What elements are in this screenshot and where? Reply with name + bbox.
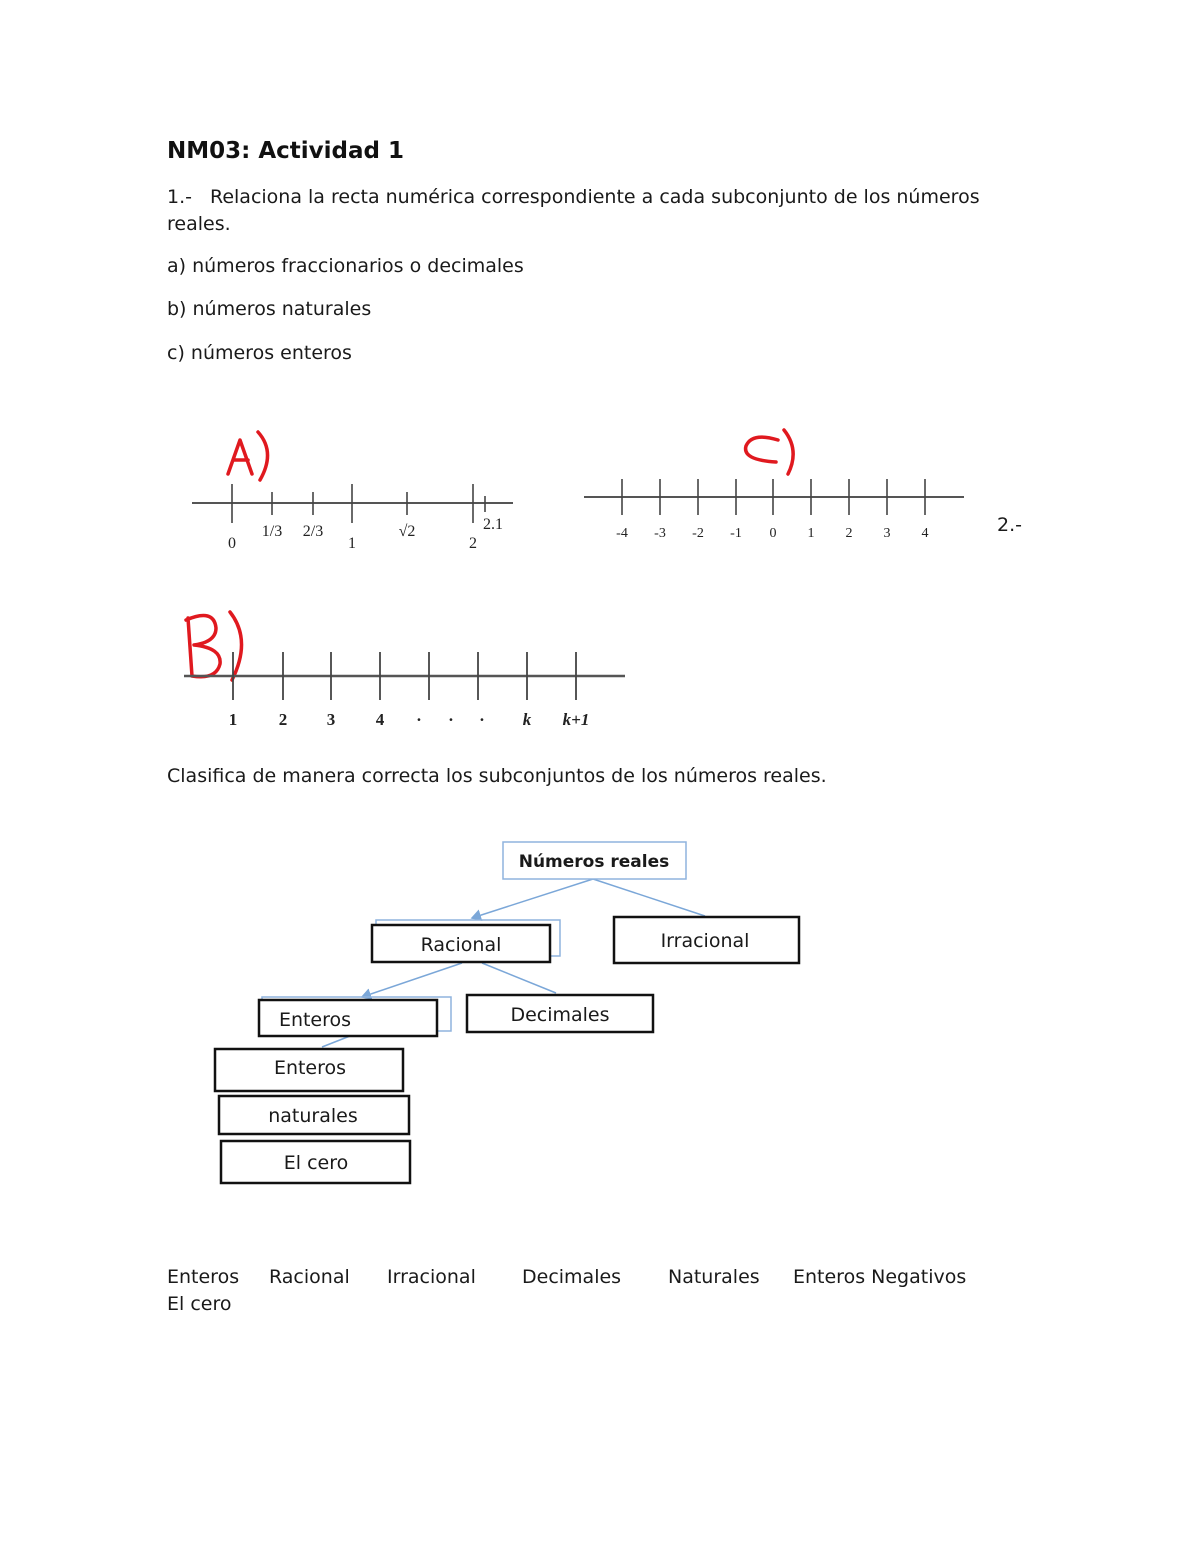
number-line-a [0, 0, 513, 552]
tick-label-a: √2 [398, 523, 416, 540]
number-line-c [0, 0, 964, 541]
word-bank-item: Enteros Negativos [793, 1266, 967, 1288]
question-1-text: Relaciona la recta numérica correspondiente a cada subconjunto de los números reales. [167, 186, 980, 235]
option-b: b) números naturales [167, 298, 372, 320]
word-bank-item: Irracional [387, 1266, 476, 1288]
tick-label-c: -2 [692, 526, 704, 541]
tick-label-c: 2 [845, 526, 853, 541]
enteros-sub-label: Enteros [273, 1057, 347, 1079]
question-1-number: 1.- [167, 186, 192, 208]
cero-label: El cero [283, 1152, 349, 1174]
option-c: c) números enteros [167, 342, 352, 364]
tick-label-c: 1 [807, 526, 815, 541]
racional-label: Racional [420, 934, 502, 956]
handwritten-label-a [228, 432, 268, 480]
handwritten-label-c [746, 430, 794, 474]
tick-label-c: 3 [883, 526, 891, 541]
tick-label-b: k+1 [562, 710, 590, 729]
tick-label-b: · [416, 710, 422, 729]
tick-label-a: 2/3 [302, 523, 324, 540]
tick-label-c: -4 [616, 526, 628, 541]
word-bank-item: Naturales [668, 1266, 760, 1288]
tick-label-a: 0 [228, 535, 236, 552]
classification-diagram [215, 842, 799, 1183]
word-bank-item: El cero [167, 1293, 232, 1315]
tick-label-b: · [448, 710, 454, 729]
word-bank-item: Enteros [167, 1266, 240, 1288]
naturales-label: naturales [268, 1105, 358, 1127]
word-bank-item: Decimales [522, 1266, 622, 1288]
enteros-label: Enteros [278, 1009, 352, 1031]
question-2-number: 2.- [997, 514, 1022, 536]
option-a: a) números fraccionarios o decimales [167, 255, 524, 277]
tick-label-a: 2 [469, 535, 477, 552]
tick-label-b: 2 [278, 710, 288, 729]
question-2-text: Clasifica de manera correcta los subconjuntos de los números reales. [167, 765, 827, 787]
diagram-arrow [593, 879, 705, 916]
decimales-label: Decimales [510, 1004, 610, 1026]
tick-label-a: 2.1 [483, 516, 503, 533]
root-box-label: Números reales [518, 852, 670, 872]
diagram-arrow [322, 1036, 350, 1047]
tick-label-c: -1 [730, 526, 742, 541]
tick-label-b: 4 [375, 710, 385, 729]
diagram-arrow [482, 963, 556, 993]
tick-label-a: 1 [348, 535, 356, 552]
page-title: NM03: Actividad 1 [167, 138, 404, 164]
tick-label-b: · [479, 710, 485, 729]
diagram-arrow [472, 879, 593, 918]
tick-label-b: 3 [326, 710, 336, 729]
tick-label-c: 0 [769, 526, 777, 541]
number-line-b [0, 0, 625, 729]
diagram-arrow [362, 963, 462, 997]
tick-label-b: k [522, 710, 532, 729]
irracional-label: Irracional [660, 930, 750, 952]
word-bank-item: Racional [269, 1266, 350, 1288]
tick-label-a: 1/3 [261, 523, 283, 540]
tick-label-c: -3 [654, 526, 666, 541]
tick-label-b: 1 [228, 710, 238, 729]
tick-label-c: 4 [921, 526, 929, 541]
